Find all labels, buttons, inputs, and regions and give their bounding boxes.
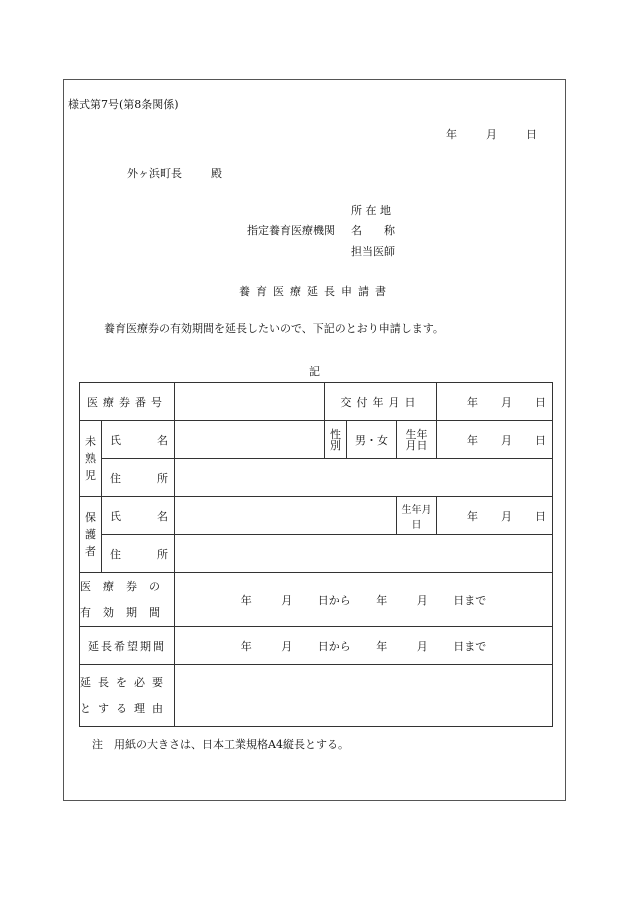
ticket-number-label: 医療券番号 xyxy=(80,383,175,421)
date-month: 月 xyxy=(486,128,497,141)
guardian-name-row xyxy=(80,497,553,535)
infant-address-value xyxy=(175,459,553,497)
addressee-honorific: 殿 xyxy=(211,167,222,180)
infant-label: 未熟児 xyxy=(80,421,102,497)
date-line xyxy=(446,126,537,142)
addressee-name: 外ヶ浜町長 xyxy=(127,167,182,180)
sex-options: 男・女 xyxy=(347,421,397,459)
footnote: 注 用紙の大きさは、日本工業規格A4縦長とする。 xyxy=(92,738,349,751)
application-table xyxy=(79,382,553,727)
extension-label: 延長希望期間 xyxy=(80,627,175,665)
infant-name-value xyxy=(175,421,325,459)
extension-row xyxy=(80,627,553,665)
reason-value xyxy=(175,665,553,727)
guardian-name-label: 氏 名 xyxy=(102,497,175,535)
issue-date-label: 交付年月日 xyxy=(325,383,437,421)
guardian-address-label: 住 所 xyxy=(102,535,175,573)
guardian-address-value xyxy=(175,535,553,573)
validity-period: 年 月 日から 年 月 日まで xyxy=(175,573,553,627)
validity-row xyxy=(80,573,553,627)
infant-address-label: 住 所 xyxy=(102,459,175,497)
validity-label: 医療券の 有効期間 xyxy=(80,573,175,627)
address-label: 所 在 地 xyxy=(351,204,391,217)
intro-text: 養育医療券の有効期間を延長したいので、下記のとおり申請します。 xyxy=(104,322,444,335)
reason-label: 延長を必要 とする理由 xyxy=(80,665,175,727)
guardian-birth-label: 生年月日 xyxy=(397,497,437,535)
infant-birth-label: 生年 月日 xyxy=(397,421,437,459)
document-title: 養育医療延長申請書 xyxy=(239,285,392,298)
date-day: 日 xyxy=(526,128,537,141)
guardian-name-value xyxy=(175,497,397,535)
addressee xyxy=(127,165,222,181)
guardian-label: 保護者 xyxy=(80,497,102,573)
doctor-label: 担当医師 xyxy=(351,245,395,258)
sex-label: 性 別 xyxy=(325,421,347,459)
infant-name-row xyxy=(80,421,553,459)
infant-address-row xyxy=(80,459,553,497)
guardian-address-row xyxy=(80,535,553,573)
infant-birth-value: 年 月 日 xyxy=(437,421,553,459)
ki-label: 記 xyxy=(309,365,320,378)
name-label: 名 称 xyxy=(351,224,395,237)
issue-date-value: 年 月 日 xyxy=(437,383,553,421)
ticket-number-value xyxy=(175,383,325,421)
infant-name-label: 氏 名 xyxy=(102,421,175,459)
date-year: 年 xyxy=(446,128,457,141)
extension-period: 年 月 日から 年 月 日まで xyxy=(175,627,553,665)
form-number: 様式第7号(第8条関係) xyxy=(68,98,179,111)
guardian-birth-value: 年 月 日 xyxy=(437,497,553,535)
reason-row xyxy=(80,665,553,727)
institution-label: 指定養育医療機関 xyxy=(247,224,335,237)
ticket-row xyxy=(80,383,553,421)
